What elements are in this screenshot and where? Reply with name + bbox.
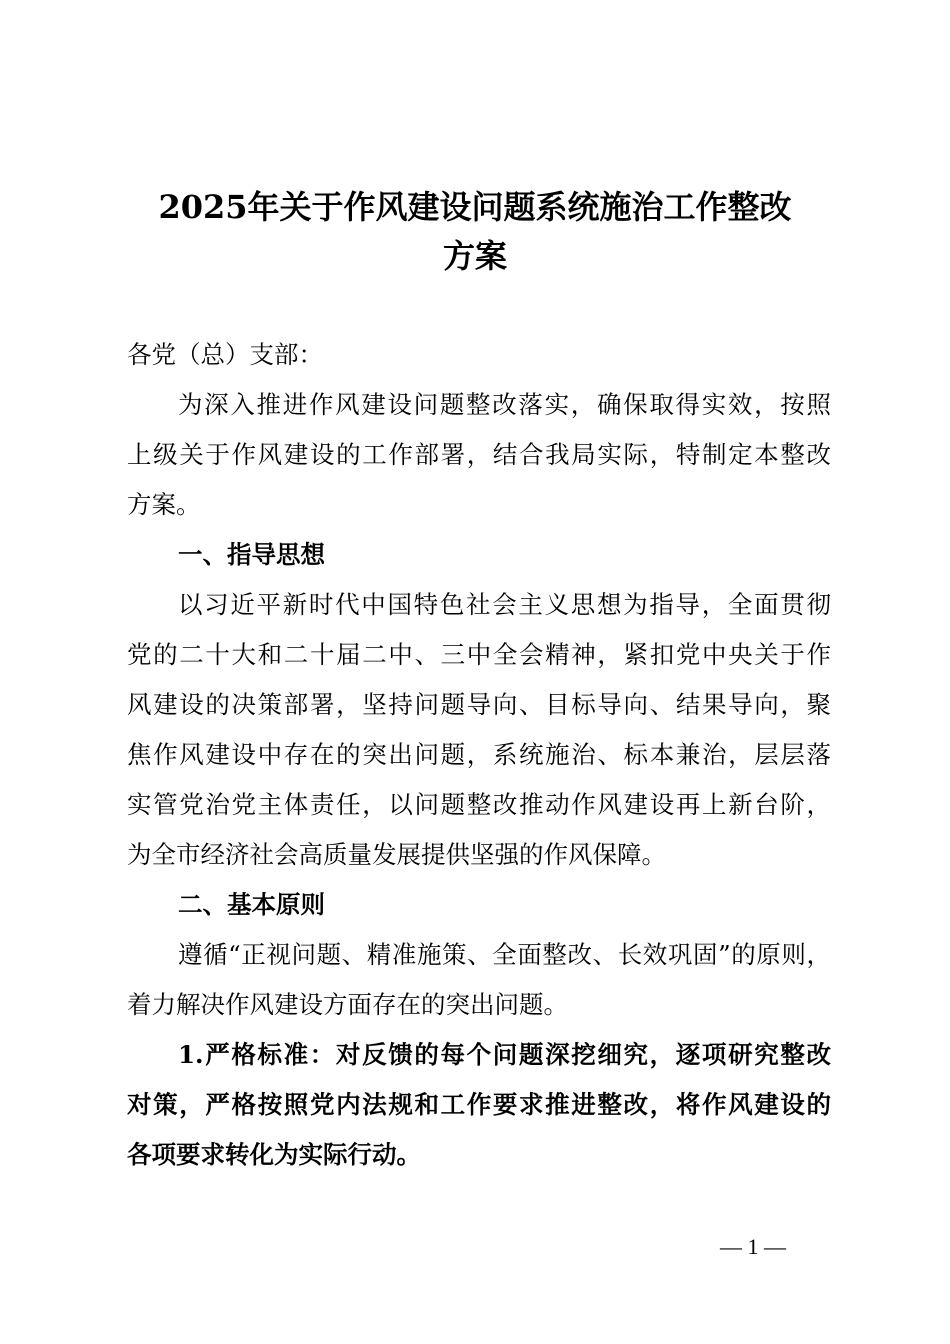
strict-standards-paragraph bbox=[127, 1030, 831, 1180]
paragraph-line: 实管党治党主体责任，以问题整改推动作风建设再上新台阶， bbox=[127, 790, 831, 819]
paragraph-line: 上级关于作风建设的工作部署，结合我局实际，特制定本整改 bbox=[127, 440, 831, 469]
paragraph-line: 方案。 bbox=[127, 490, 201, 519]
section-heading-guiding-thought: 一、指导思想 bbox=[178, 540, 325, 569]
document-body bbox=[127, 330, 831, 1180]
paragraph-line: 遵循“正视问题、精准施策、全面整改、长效巩固”的原则， bbox=[178, 940, 831, 969]
paragraph-line: 为全市经济社会高质量发展提供坚强的作风保障。 bbox=[127, 840, 666, 869]
paragraph-line: 着力解决作风建设方面存在的突出问题。 bbox=[127, 990, 568, 1019]
paragraph-line: 对策，严格按照党内法规和工作要求推进整改，将作风建设的 bbox=[127, 1090, 831, 1119]
paragraph-line: 为深入推进作风建设问题整改落实，确保取得实效，按照 bbox=[178, 390, 831, 419]
paragraph-line: 各项要求转化为实际行动。 bbox=[127, 1140, 421, 1169]
paragraph-line: 1.严格标准：对反馈的每个问题深挖细究，逐项研究整改 bbox=[178, 1040, 831, 1069]
intro-paragraph bbox=[127, 380, 831, 530]
paragraph-line: 以习近平新时代中国特色社会主义思想为指导，全面贯彻 bbox=[178, 590, 831, 619]
paragraph-line: 焦作风建设中存在的突出问题，系统施治、标本兼治，层层落 bbox=[127, 740, 831, 769]
page-number: — 1 — bbox=[720, 1234, 786, 1259]
paragraph-line: 党的二十大和二十届二中、三中全会精神，紧扣党中央关于作 bbox=[127, 640, 831, 669]
document-title-line-1: 2025年关于作风建设问题系统施治工作整改 bbox=[158, 188, 792, 226]
paragraph-line: 风建设的决策部署，坚持问题导向、目标导向、结果导向，聚 bbox=[127, 690, 831, 719]
basic-principles-paragraph bbox=[127, 930, 831, 1030]
salutation: 各党（总）支部： bbox=[127, 340, 323, 369]
section-heading-basic-principles: 二、基本原则 bbox=[178, 890, 325, 919]
guiding-thought-paragraph bbox=[127, 580, 831, 880]
document-title-line-2: 方案 bbox=[442, 237, 507, 275]
